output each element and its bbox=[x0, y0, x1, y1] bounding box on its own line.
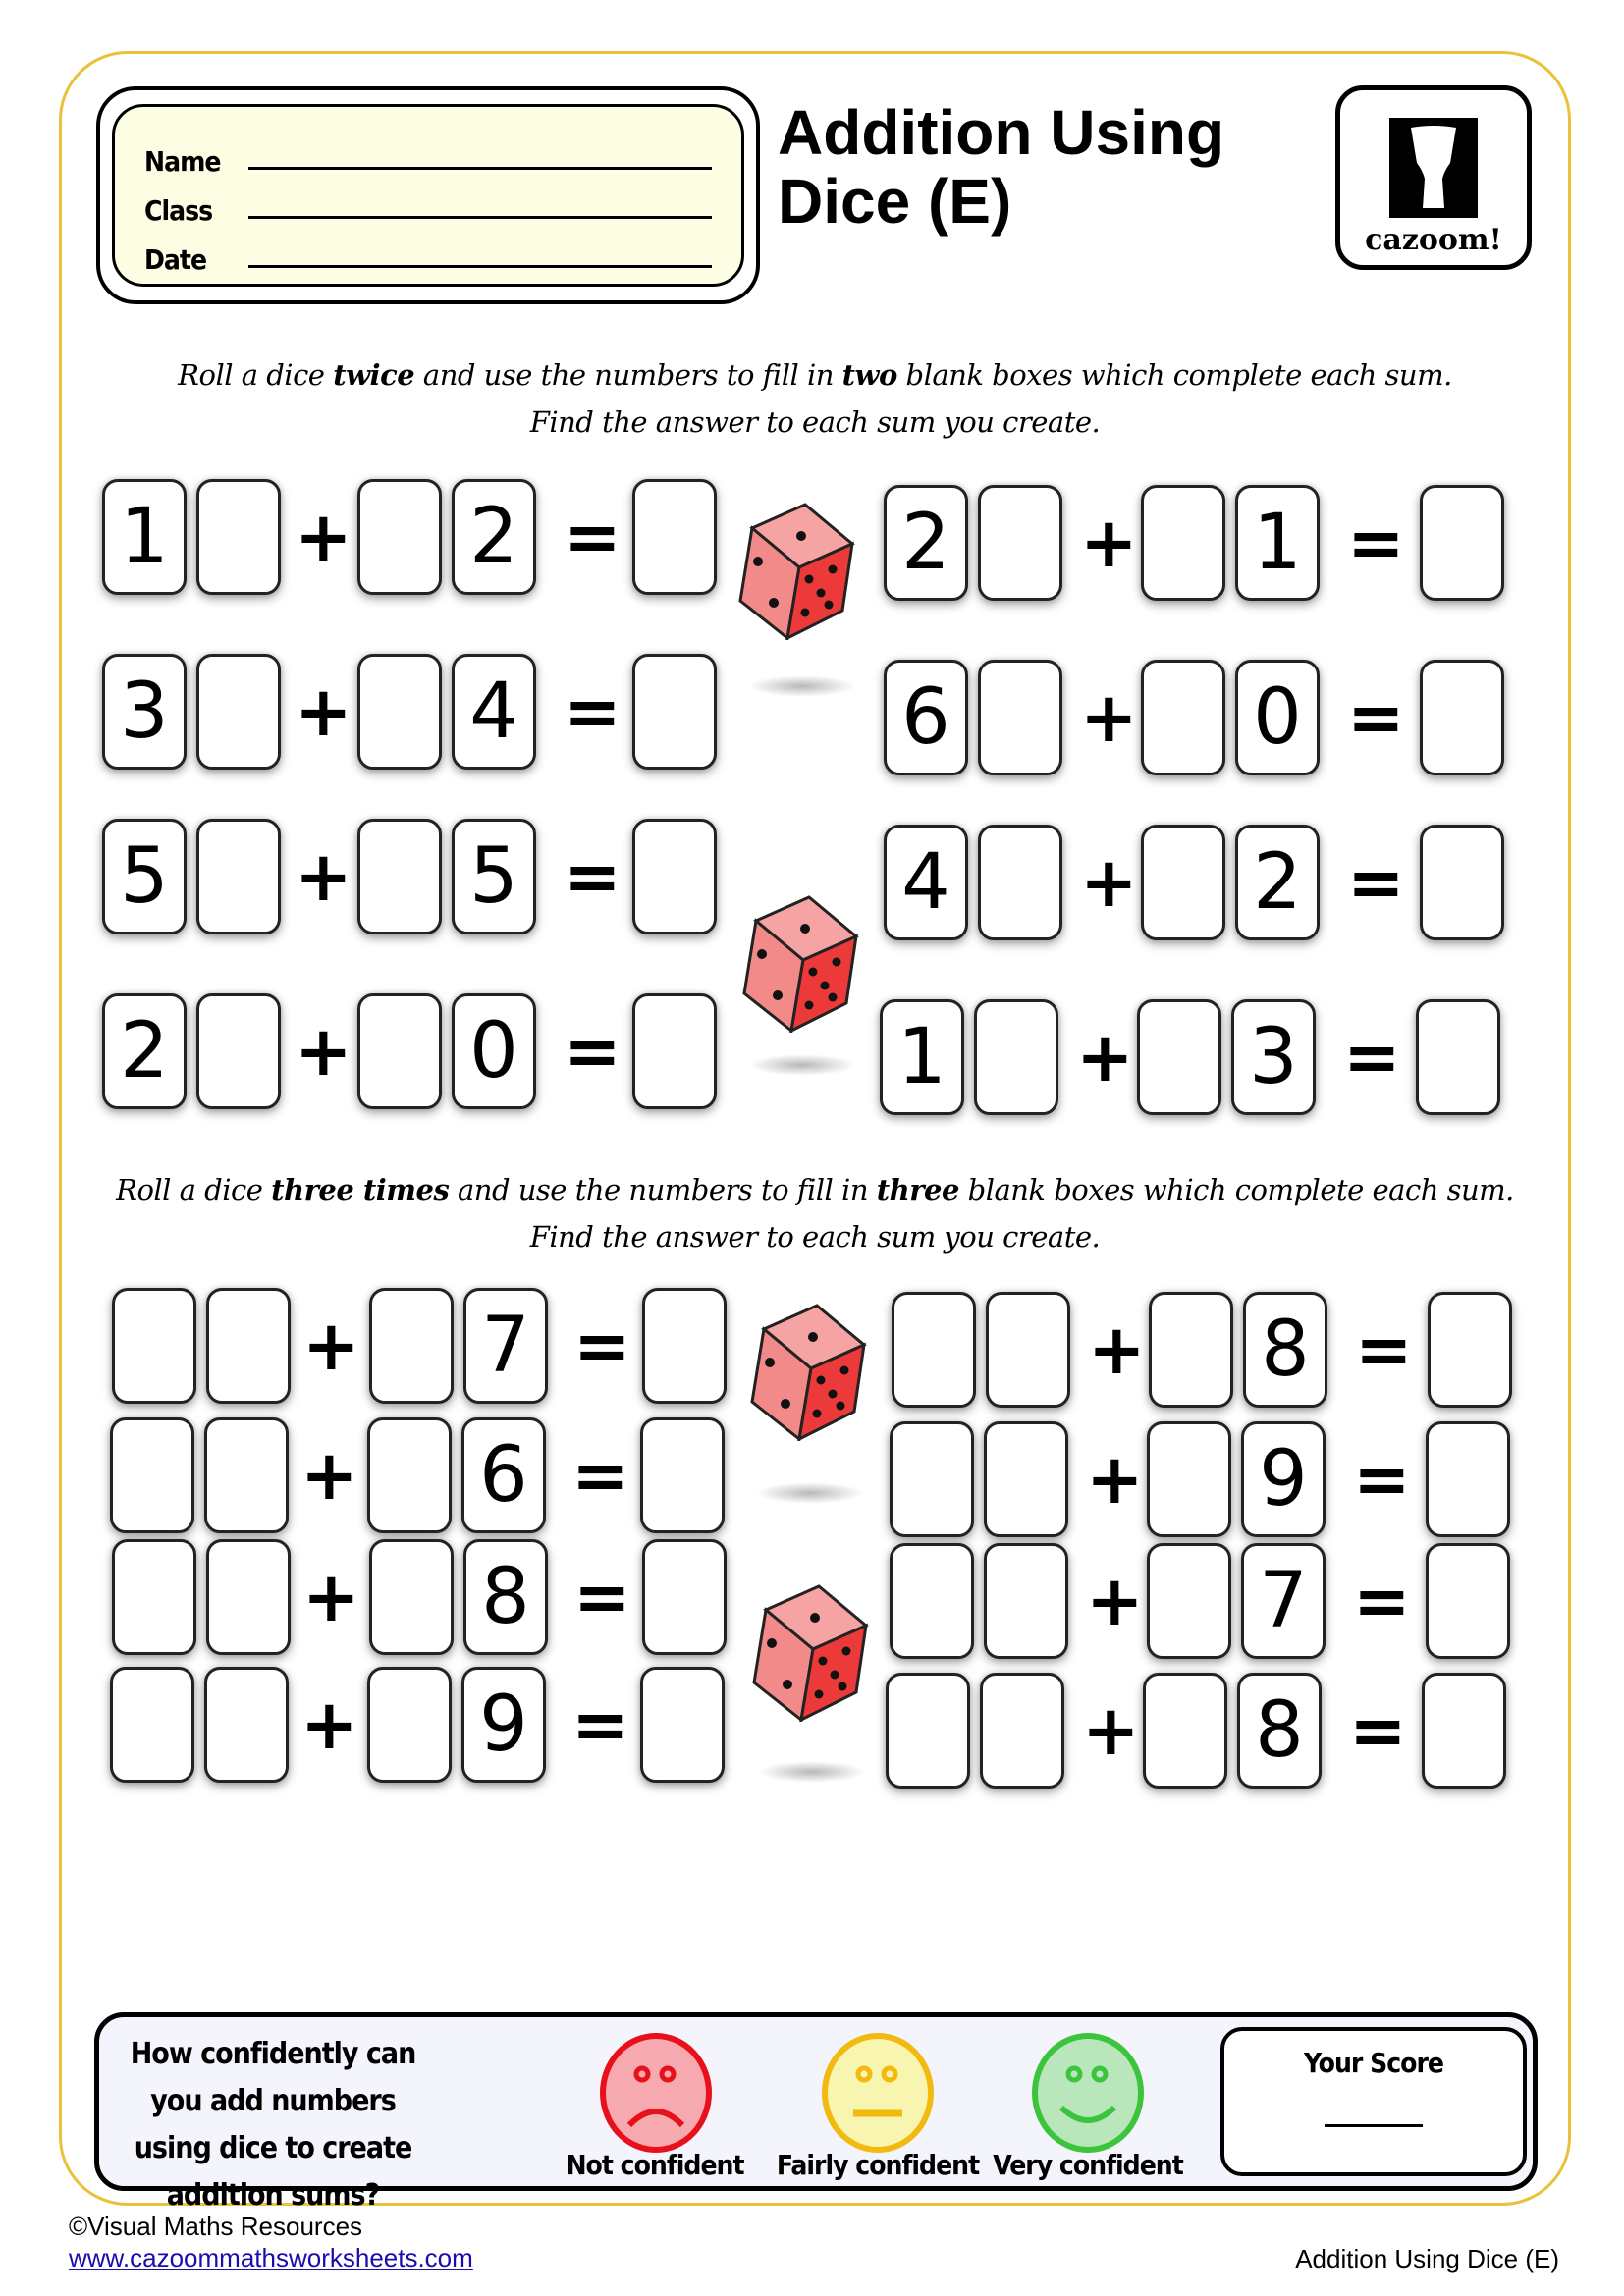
class-label: Class bbox=[144, 194, 213, 227]
answer-box[interactable] bbox=[632, 993, 717, 1109]
answer-box[interactable] bbox=[1422, 1673, 1506, 1789]
worksheet-title bbox=[778, 98, 1224, 236]
date-line[interactable] bbox=[248, 265, 712, 268]
digit-box[interactable] bbox=[357, 993, 442, 1109]
equals-sign: = bbox=[1347, 842, 1405, 923]
digit-box[interactable] bbox=[978, 825, 1062, 940]
digit-box[interactable] bbox=[204, 1667, 289, 1783]
name-label: Name bbox=[144, 145, 221, 178]
digit-box[interactable] bbox=[986, 1292, 1070, 1408]
digit-box[interactable]: 9 bbox=[461, 1667, 546, 1783]
digit-box[interactable] bbox=[357, 819, 442, 934]
answer-box[interactable] bbox=[1426, 1421, 1510, 1537]
not-confident-label: Not confident bbox=[566, 2149, 744, 2181]
class-field[interactable] bbox=[144, 178, 712, 227]
digit-box[interactable]: 8 bbox=[463, 1539, 548, 1655]
digit-box[interactable]: 2 bbox=[102, 993, 187, 1109]
plus-sign: + bbox=[1080, 842, 1138, 923]
plus-sign: + bbox=[300, 1435, 358, 1516]
digit-box[interactable] bbox=[890, 1421, 974, 1537]
digit-box[interactable]: 6 bbox=[461, 1417, 546, 1533]
cazoom-logo bbox=[1335, 85, 1532, 270]
plus-sign: + bbox=[295, 836, 352, 917]
sad-face-icon[interactable] bbox=[598, 2031, 714, 2155]
digit-box[interactable] bbox=[110, 1417, 194, 1533]
digit-box[interactable] bbox=[1137, 999, 1221, 1115]
equals-sign: = bbox=[571, 1684, 629, 1765]
digit-box[interactable] bbox=[1143, 1673, 1227, 1789]
dice-icon bbox=[752, 1584, 870, 1722]
digit-box[interactable]: 2 bbox=[1235, 825, 1320, 940]
score-line[interactable] bbox=[1325, 2124, 1423, 2127]
digit-box[interactable]: 5 bbox=[102, 819, 187, 934]
copyright-text: ©Visual Maths Resources bbox=[69, 2212, 363, 2241]
digit-box[interactable] bbox=[112, 1539, 196, 1655]
digit-box[interactable]: 0 bbox=[1235, 660, 1320, 775]
digit-box[interactable] bbox=[978, 660, 1062, 775]
digit-box[interactable] bbox=[196, 479, 281, 595]
plus-sign: + bbox=[1076, 1017, 1134, 1097]
equals-sign: = bbox=[1353, 1561, 1411, 1641]
dice-shadow bbox=[756, 1482, 864, 1504]
plus-sign: + bbox=[1086, 1561, 1144, 1641]
answer-box[interactable] bbox=[1416, 999, 1500, 1115]
digit-box[interactable] bbox=[1141, 660, 1225, 775]
dice-shadow bbox=[748, 1054, 856, 1076]
digit-box[interactable]: 2 bbox=[452, 479, 536, 595]
footer-left bbox=[69, 2211, 473, 2273]
equals-sign: = bbox=[1347, 677, 1405, 758]
class-line[interactable] bbox=[248, 216, 712, 219]
digit-box[interactable] bbox=[974, 999, 1058, 1115]
title-line-1: Addition Using bbox=[778, 97, 1225, 168]
answer-box[interactable] bbox=[1420, 660, 1504, 775]
digit-box[interactable] bbox=[1149, 1292, 1233, 1408]
title-line-2: Dice (E) bbox=[778, 166, 1012, 237]
plus-sign: + bbox=[302, 1306, 360, 1386]
equals-sign: = bbox=[1355, 1309, 1413, 1390]
digit-box[interactable]: 8 bbox=[1237, 1673, 1322, 1789]
equals-sign: = bbox=[1353, 1439, 1411, 1520]
plus-sign: + bbox=[295, 1011, 352, 1092]
fairly-confident-label: Fairly confident bbox=[776, 2149, 980, 2181]
digit-box[interactable] bbox=[196, 993, 281, 1109]
answer-box[interactable] bbox=[640, 1667, 725, 1783]
very-confident-label: Very confident bbox=[993, 2149, 1183, 2181]
digit-box[interactable]: 4 bbox=[452, 654, 536, 770]
plus-sign: + bbox=[302, 1557, 360, 1637]
digit-box[interactable] bbox=[1141, 825, 1225, 940]
digit-box[interactable]: 1 bbox=[1235, 485, 1320, 601]
section1-instructions bbox=[59, 351, 1571, 446]
digit-box[interactable] bbox=[357, 479, 442, 595]
date-label: Date bbox=[144, 243, 207, 276]
digit-box[interactable] bbox=[112, 1288, 196, 1404]
equals-sign: = bbox=[1343, 1017, 1401, 1097]
digit-box[interactable] bbox=[886, 1673, 970, 1789]
score-label: Your Score bbox=[1303, 2047, 1443, 2079]
date-field[interactable] bbox=[144, 227, 712, 276]
equals-sign: = bbox=[564, 497, 622, 577]
dice-shadow bbox=[758, 1761, 866, 1783]
digit-box[interactable] bbox=[367, 1667, 452, 1783]
digit-box[interactable]: 8 bbox=[1243, 1292, 1327, 1408]
digit-box[interactable] bbox=[1147, 1421, 1231, 1537]
student-info-box bbox=[96, 86, 760, 304]
dice-icon bbox=[750, 1304, 868, 1441]
answer-box[interactable] bbox=[642, 1539, 727, 1655]
digit-box[interactable] bbox=[369, 1539, 454, 1655]
section1-instruction-line2: Find the answer to each sum you create. bbox=[529, 405, 1101, 439]
equals-sign: = bbox=[564, 1011, 622, 1092]
plus-sign: + bbox=[1082, 1690, 1140, 1771]
answer-box[interactable] bbox=[1428, 1292, 1512, 1408]
equals-sign: = bbox=[564, 671, 622, 752]
confidence-question: How confidently can you add numbers using dice to create addition sums? bbox=[130, 2037, 416, 2213]
equals-sign: = bbox=[564, 836, 622, 917]
digit-box[interactable]: 1 bbox=[880, 999, 964, 1115]
plus-sign: + bbox=[1088, 1309, 1146, 1390]
digit-box[interactable] bbox=[1141, 485, 1225, 601]
logo-text: cazoom! bbox=[1365, 223, 1502, 257]
digit-box[interactable]: 7 bbox=[463, 1288, 548, 1404]
digit-box[interactable] bbox=[892, 1292, 976, 1408]
digit-box[interactable] bbox=[357, 654, 442, 770]
section1-instruction-line1: Roll a dice twice and use the numbers to fill in two blank boxes which complete each sum. bbox=[178, 358, 1452, 392]
confidence-panel bbox=[94, 2012, 1538, 2213]
digit-box[interactable]: 1 bbox=[102, 479, 187, 595]
digit-box[interactable] bbox=[978, 485, 1062, 601]
equals-sign: = bbox=[573, 1557, 631, 1637]
digit-box[interactable]: 3 bbox=[102, 654, 187, 770]
digit-box[interactable]: 6 bbox=[884, 660, 968, 775]
digit-box[interactable] bbox=[1147, 1543, 1231, 1659]
name-field[interactable] bbox=[144, 129, 712, 178]
website-link[interactable]: www.cazoommathsworksheets.com bbox=[69, 2243, 473, 2272]
equals-sign: = bbox=[571, 1435, 629, 1516]
plus-sign: + bbox=[295, 497, 352, 577]
answer-box[interactable] bbox=[632, 654, 717, 770]
section2-instruction-line2: Find the answer to each sum you create. bbox=[529, 1220, 1101, 1254]
answer-box[interactable] bbox=[1426, 1543, 1510, 1659]
digit-box[interactable] bbox=[204, 1417, 289, 1533]
digit-box[interactable] bbox=[206, 1539, 291, 1655]
answer-box[interactable] bbox=[1420, 825, 1504, 940]
digit-box[interactable] bbox=[110, 1667, 194, 1783]
footer-title: Addition Using Dice (E) bbox=[1295, 2244, 1559, 2273]
section2-instruction-line1: Roll a dice three times and use the numbers to fill in three blank boxes which complete each sum. bbox=[116, 1173, 1514, 1206]
digit-box[interactable] bbox=[206, 1288, 291, 1404]
plus-sign: + bbox=[300, 1684, 358, 1765]
digit-box[interactable] bbox=[984, 1543, 1068, 1659]
digit-box[interactable]: 2 bbox=[884, 485, 968, 601]
digit-box[interactable] bbox=[980, 1673, 1064, 1789]
digit-box[interactable] bbox=[890, 1543, 974, 1659]
equals-sign: = bbox=[1349, 1690, 1407, 1771]
answer-box[interactable] bbox=[640, 1417, 725, 1533]
dice-shadow bbox=[748, 675, 856, 697]
happy-face-icon[interactable] bbox=[1030, 2031, 1146, 2155]
dice-icon bbox=[738, 503, 856, 640]
equals-sign: = bbox=[1347, 503, 1405, 583]
digit-box[interactable]: 3 bbox=[1231, 999, 1316, 1115]
plus-sign: + bbox=[1080, 503, 1138, 583]
plus-sign: + bbox=[1086, 1439, 1144, 1520]
score-box[interactable] bbox=[1220, 2027, 1527, 2176]
answer-box[interactable] bbox=[632, 819, 717, 934]
digit-box[interactable] bbox=[196, 654, 281, 770]
digit-box[interactable] bbox=[984, 1421, 1068, 1537]
neutral-face-icon[interactable] bbox=[820, 2031, 936, 2155]
plus-sign: + bbox=[1080, 677, 1138, 758]
plus-sign: + bbox=[295, 671, 352, 752]
equals-sign: = bbox=[573, 1306, 631, 1386]
dice-icon bbox=[742, 895, 860, 1033]
digit-box[interactable]: 5 bbox=[452, 819, 536, 934]
digit-box[interactable] bbox=[196, 819, 281, 934]
digit-box[interactable]: 9 bbox=[1241, 1421, 1326, 1537]
answer-box[interactable] bbox=[1420, 485, 1504, 601]
answer-box[interactable] bbox=[632, 479, 717, 595]
digit-box[interactable] bbox=[369, 1288, 454, 1404]
section2-instructions bbox=[59, 1166, 1571, 1260]
digit-box[interactable] bbox=[367, 1417, 452, 1533]
name-line[interactable] bbox=[248, 167, 712, 170]
drum-icon bbox=[1389, 118, 1478, 218]
digit-box[interactable]: 7 bbox=[1241, 1543, 1326, 1659]
digit-box[interactable]: 0 bbox=[452, 993, 536, 1109]
answer-box[interactable] bbox=[642, 1288, 727, 1404]
digit-box[interactable]: 4 bbox=[884, 825, 968, 940]
